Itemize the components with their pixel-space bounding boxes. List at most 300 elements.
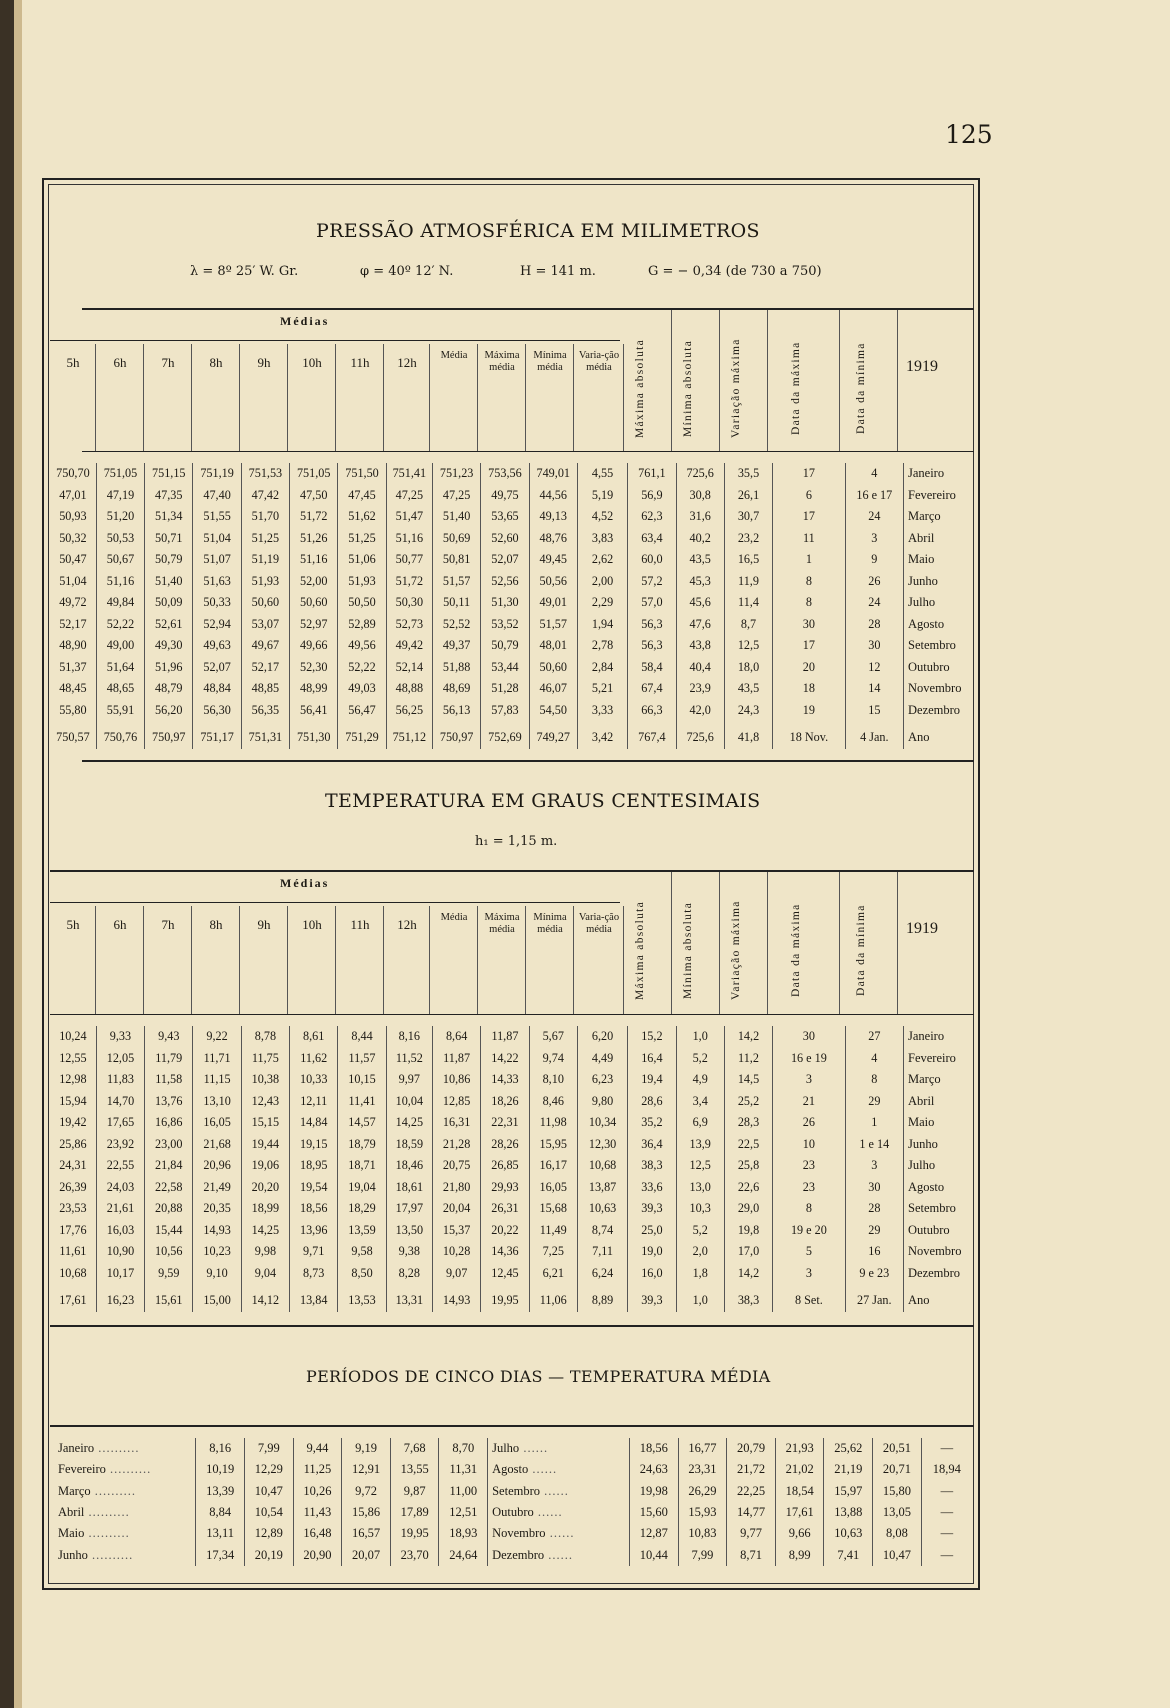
data-cell: 21,61 [96, 1198, 144, 1220]
period-value: 18,54 [775, 1481, 824, 1502]
period-value: 20,79 [727, 1438, 776, 1459]
data-cell: 49,03 [338, 678, 386, 700]
table-row [50, 1026, 974, 1048]
column-divider [839, 872, 840, 1014]
column-header: Máxima média [484, 912, 520, 935]
data-cell: 28,26 [481, 1134, 529, 1156]
data-cell: 19,4 [628, 1069, 676, 1091]
data-cell: 1,8 [676, 1263, 724, 1285]
data-cell: 11,2 [724, 1048, 772, 1070]
period-value: 17,34 [196, 1544, 245, 1565]
data-cell: 23,92 [96, 1134, 144, 1156]
data-cell: 21,84 [145, 1155, 193, 1177]
table-row [50, 1177, 974, 1199]
data-cell: 14,22 [481, 1048, 529, 1070]
month-label [488, 1481, 630, 1502]
data-cell: 52,07 [481, 549, 529, 571]
data-cell: 29 [845, 1220, 903, 1242]
data-cell: 52,94 [193, 614, 241, 636]
data-cell: 19 [773, 700, 845, 722]
annual-cell: 750,57 [50, 727, 96, 749]
data-cell: 9,80 [577, 1091, 627, 1113]
annual-cell: 11,06 [529, 1290, 577, 1312]
data-cell: 16,03 [96, 1220, 144, 1242]
data-cell: 11,98 [529, 1112, 577, 1134]
data-cell: 45,6 [676, 592, 724, 614]
data-cell: 48,76 [529, 528, 577, 550]
data-cell: 17,0 [724, 1241, 772, 1263]
data-cell: 51,40 [432, 506, 480, 528]
column-header: 12h [397, 355, 417, 370]
data-cell: 14,84 [290, 1112, 338, 1134]
data-cell: 19,04 [338, 1177, 386, 1199]
period-value: 17,61 [775, 1502, 824, 1523]
month-label [54, 1459, 196, 1480]
period-value: 10,83 [678, 1523, 727, 1544]
data-cell: 51,26 [290, 528, 338, 550]
data-cell: 49,45 [529, 549, 577, 571]
data-cell: 49,13 [529, 506, 577, 528]
data-cell: 9,43 [145, 1026, 193, 1048]
month-label: Janeiro [908, 466, 945, 481]
data-cell: 10,38 [241, 1069, 289, 1091]
month-name: Julho [492, 1441, 520, 1456]
column-divider [719, 872, 720, 1014]
period-value: 8,99 [775, 1544, 824, 1565]
data-cell: 4 [845, 463, 903, 485]
data-cell: 47,19 [96, 485, 144, 507]
data-cell: 52,22 [338, 657, 386, 679]
data-cell: 15,15 [241, 1112, 289, 1134]
month-label: Dezembro [908, 1265, 961, 1280]
data-cell: 18,61 [386, 1177, 432, 1199]
data-cell: 18,46 [386, 1155, 432, 1177]
data-cell: 45,3 [676, 571, 724, 593]
page-number: 125 [945, 120, 993, 149]
data-cell: 9,10 [193, 1263, 241, 1285]
column-header: 9h [257, 355, 271, 370]
data-cell: 8,73 [290, 1263, 338, 1285]
data-cell: 48,88 [386, 678, 432, 700]
data-cell: 49,30 [145, 635, 193, 657]
data-cell: 11,58 [145, 1069, 193, 1091]
year-label: 1919 [906, 358, 938, 375]
period-value: 17,89 [390, 1502, 439, 1523]
data-cell: 50,79 [145, 549, 193, 571]
data-cell: 8,10 [529, 1069, 577, 1091]
data-cell: 6 [773, 485, 845, 507]
column-header-vertical: Variação máxima [730, 900, 742, 1000]
month-name: Janeiro [58, 1441, 95, 1456]
data-cell: 36,4 [628, 1134, 676, 1156]
annual-cell: 725,6 [676, 727, 724, 749]
month-name: Junho [58, 1547, 88, 1562]
data-cell: 23,53 [50, 1198, 96, 1220]
rule [50, 1425, 974, 1427]
annual-cell: 16,23 [96, 1290, 144, 1312]
data-cell: 49,56 [338, 635, 386, 657]
pressure-title: PRESSÃO ATMOSFÉRICA EM MILIMETROS [316, 220, 760, 242]
data-cell: 16,17 [529, 1155, 577, 1177]
data-cell: 15,94 [50, 1091, 96, 1113]
data-cell: 30 [845, 1177, 903, 1199]
data-cell: 57,0 [628, 592, 676, 614]
annual-row [50, 727, 974, 749]
param-latitude: φ = 40º 12′ N. [360, 264, 454, 279]
table-row [50, 571, 974, 593]
data-cell: 6,9 [676, 1112, 724, 1134]
annual-cell: 751,31 [241, 727, 289, 749]
data-cell: 2,0 [676, 1241, 724, 1263]
column-divider [839, 310, 840, 452]
data-cell: 18,26 [481, 1091, 529, 1113]
param-altitude: H = 141 m. [520, 264, 596, 279]
data-cell: 22,6 [724, 1177, 772, 1199]
period-value: 10,54 [244, 1502, 293, 1523]
data-cell: 51,16 [290, 549, 338, 571]
period-value: 8,84 [196, 1502, 245, 1523]
data-cell: 51,96 [145, 657, 193, 679]
data-cell: 2,84 [577, 657, 627, 679]
month-label: Fevereiro [908, 1050, 956, 1065]
data-cell: 28 [845, 1198, 903, 1220]
period-value: 10,47 [873, 1544, 922, 1565]
data-cell: 24,03 [96, 1177, 144, 1199]
data-cell: 5,21 [577, 678, 627, 700]
period-value: 9,72 [342, 1481, 391, 1502]
month-label: Agosto [908, 1179, 945, 1194]
period-value: 21,72 [727, 1459, 776, 1480]
data-cell: 42,0 [676, 700, 724, 722]
data-cell: 23 [773, 1177, 845, 1199]
data-cell: 9,33 [96, 1026, 144, 1048]
period-extra: 18,94 [932, 1462, 961, 1477]
data-cell: 26,1 [724, 485, 772, 507]
data-cell: 30,8 [676, 485, 724, 507]
period-value: 10,19 [196, 1459, 245, 1480]
month-label: Outubro [908, 659, 950, 674]
data-cell: 50,47 [50, 549, 96, 571]
column-header-vertical: Data da máxima [790, 341, 802, 435]
period-value: 21,02 [775, 1459, 824, 1480]
period-row [54, 1502, 972, 1523]
period-value: 7,99 [678, 1544, 727, 1565]
period-value: 11,43 [293, 1502, 342, 1523]
month-label [54, 1544, 196, 1565]
data-cell: 10,24 [50, 1026, 96, 1048]
data-cell: 3,4 [676, 1091, 724, 1113]
data-cell: 11,61 [50, 1241, 96, 1263]
data-cell: 3 [773, 1069, 845, 1091]
data-cell: 60,0 [628, 549, 676, 571]
data-cell: 50,11 [432, 592, 480, 614]
data-cell: 8 [773, 592, 845, 614]
data-cell: 50,79 [481, 635, 529, 657]
data-cell: 47,25 [386, 485, 432, 507]
column-header-vertical: Data da máxima [790, 903, 802, 997]
annual-cell: 3,42 [577, 727, 627, 749]
data-cell: 751,23 [432, 463, 480, 485]
month-label: Junho [908, 573, 938, 588]
data-cell: 8 [773, 571, 845, 593]
period-value: 21,19 [824, 1459, 873, 1480]
period-value: 13,39 [196, 1481, 245, 1502]
dot-leader: ...... [545, 1526, 575, 1541]
data-cell: 52,22 [96, 614, 144, 636]
data-cell: 50,56 [529, 571, 577, 593]
data-cell: 51,37 [50, 657, 96, 679]
data-cell: 753,56 [481, 463, 529, 485]
period-value: 22,25 [727, 1481, 776, 1502]
annual-cell: 14,93 [432, 1290, 480, 1312]
data-cell: 10,68 [50, 1263, 96, 1285]
data-cell: 11 [773, 528, 845, 550]
period-value: 8,16 [196, 1438, 245, 1459]
data-cell: 30 [773, 1026, 845, 1048]
period-value: 11,25 [293, 1459, 342, 1480]
data-cell: 19,54 [290, 1177, 338, 1199]
data-cell: 23,00 [145, 1134, 193, 1156]
data-cell: 11,15 [193, 1069, 241, 1091]
data-cell: 11,41 [338, 1091, 386, 1113]
data-cell: 751,15 [145, 463, 193, 485]
table-row [50, 1220, 974, 1242]
data-cell: 52,07 [193, 657, 241, 679]
data-cell: 53,65 [481, 506, 529, 528]
data-cell: 10 [773, 1134, 845, 1156]
table-row [50, 1112, 974, 1134]
data-cell: 21 [773, 1091, 845, 1113]
year-label: 1919 [906, 920, 938, 937]
data-cell: 2,00 [577, 571, 627, 593]
column-divider [767, 310, 768, 452]
period-value: 11,31 [439, 1459, 488, 1480]
annual-cell: 14,12 [241, 1290, 289, 1312]
data-cell: 51,04 [50, 571, 96, 593]
data-cell: 56,20 [145, 700, 193, 722]
data-cell: 40,2 [676, 528, 724, 550]
data-cell: 1,0 [676, 1026, 724, 1048]
data-cell: 29,93 [481, 1177, 529, 1199]
data-cell: 11,79 [145, 1048, 193, 1070]
data-cell: 1 e 14 [845, 1134, 903, 1156]
column-header: 6h [113, 917, 127, 932]
column-header: Média [440, 912, 468, 923]
data-cell: 11,75 [241, 1048, 289, 1070]
table-row [50, 592, 974, 614]
page-edge [14, 0, 22, 1708]
data-cell: 18,29 [338, 1198, 386, 1220]
data-cell: 6,24 [577, 1263, 627, 1285]
data-cell: 52,17 [50, 614, 96, 636]
period-row [54, 1481, 972, 1502]
period-row [54, 1438, 972, 1459]
data-cell: 51,40 [145, 571, 193, 593]
data-cell: 48,90 [50, 635, 96, 657]
column-divider [767, 872, 768, 1014]
data-cell: 14,25 [241, 1220, 289, 1242]
data-cell: 52,52 [432, 614, 480, 636]
month-label [488, 1502, 630, 1523]
data-cell: 48,45 [50, 678, 96, 700]
month-label: Julho [908, 595, 936, 610]
data-cell: 13,50 [386, 1220, 432, 1242]
period-value: 10,44 [629, 1544, 678, 1565]
period-value: 20,90 [293, 1544, 342, 1565]
data-cell: 11,9 [724, 571, 772, 593]
data-cell: 9 [845, 549, 903, 571]
data-cell: 13,9 [676, 1134, 724, 1156]
data-cell: 51,30 [481, 592, 529, 614]
column-header: Mínima média [533, 350, 567, 373]
period-value: 15,97 [824, 1481, 873, 1502]
month-label: Maio [908, 552, 935, 567]
month-label: Maio [908, 1115, 935, 1130]
data-cell: 51,88 [432, 657, 480, 679]
data-cell: 24 [845, 592, 903, 614]
annual-label: Ano [908, 1293, 930, 1308]
annual-cell: 13,31 [386, 1290, 432, 1312]
data-cell: 18 [773, 678, 845, 700]
data-cell: 49,63 [193, 635, 241, 657]
data-cell: 63,4 [628, 528, 676, 550]
data-cell: 50,93 [50, 506, 96, 528]
data-cell: 22,55 [96, 1155, 144, 1177]
data-cell: 3,83 [577, 528, 627, 550]
period-value: 16,77 [678, 1438, 727, 1459]
period-value: 13,05 [873, 1502, 922, 1523]
data-cell: 12,30 [577, 1134, 627, 1156]
data-cell: 52,17 [241, 657, 289, 679]
data-cell: 9,74 [529, 1048, 577, 1070]
data-cell: 21,68 [193, 1134, 241, 1156]
rule [50, 1014, 974, 1015]
data-cell: 49,84 [96, 592, 144, 614]
month-label: Janeiro [908, 1029, 945, 1044]
column-header: 10h [302, 917, 322, 932]
data-cell: 18,56 [290, 1198, 338, 1220]
data-cell: 8,50 [338, 1263, 386, 1285]
data-cell: 12,43 [241, 1091, 289, 1113]
data-cell: 5,19 [577, 485, 627, 507]
month-name: Maio [58, 1526, 85, 1541]
data-cell: 16 [845, 1241, 903, 1263]
period-value: 13,55 [390, 1459, 439, 1480]
month-label: Outubro [908, 1222, 950, 1237]
period-value: 15,86 [342, 1502, 391, 1523]
data-cell: 48,85 [241, 678, 289, 700]
data-cell: 56,25 [386, 700, 432, 722]
rule [82, 760, 974, 762]
data-cell: 25,2 [724, 1091, 772, 1113]
data-cell: 51,72 [386, 571, 432, 593]
data-cell: 47,45 [338, 485, 386, 507]
param-gravity: G = − 0,34 (de 730 a 750) [648, 264, 822, 279]
data-cell: 25,0 [628, 1220, 676, 1242]
data-cell: 23 [773, 1155, 845, 1177]
data-cell: 24 [845, 506, 903, 528]
data-cell: 20,22 [481, 1220, 529, 1242]
data-cell: 52,97 [290, 614, 338, 636]
data-cell: 8,7 [724, 614, 772, 636]
data-cell: 20 [773, 657, 845, 679]
period-value: 12,87 [629, 1523, 678, 1544]
dot-leader: .......... [84, 1526, 130, 1541]
table-row [50, 1134, 974, 1156]
data-cell: 19,15 [290, 1134, 338, 1156]
data-cell: 47,25 [432, 485, 480, 507]
data-cell: 11,57 [338, 1048, 386, 1070]
dot-leader: .......... [94, 1441, 140, 1456]
dot-leader: ...... [519, 1441, 549, 1456]
month-label [54, 1481, 196, 1502]
data-cell: 16,86 [145, 1112, 193, 1134]
data-cell: 10,17 [96, 1263, 144, 1285]
data-cell: 12,85 [432, 1091, 480, 1113]
dot-leader: .......... [90, 1483, 136, 1498]
data-cell: 16,0 [628, 1263, 676, 1285]
month-name: Março [58, 1483, 91, 1498]
data-cell: 53,44 [481, 657, 529, 679]
data-cell: 12,98 [50, 1069, 96, 1091]
month-label [488, 1438, 630, 1459]
data-cell: 7,11 [577, 1241, 627, 1263]
data-cell: 50,71 [145, 528, 193, 550]
data-cell: 27 [845, 1026, 903, 1048]
data-cell: 67,4 [628, 678, 676, 700]
month-name: Novembro [492, 1526, 546, 1541]
data-cell: 5,67 [529, 1026, 577, 1048]
data-cell: 18,0 [724, 657, 772, 679]
data-cell: 4,9 [676, 1069, 724, 1091]
data-cell: 13,59 [338, 1220, 386, 1242]
data-cell: 43,5 [676, 549, 724, 571]
month-label: Abril [908, 1093, 935, 1108]
period-value: 13,11 [196, 1523, 245, 1544]
table-row [50, 463, 974, 485]
data-cell: 15 [845, 700, 903, 722]
data-cell: 10,34 [577, 1112, 627, 1134]
data-cell: 57,2 [628, 571, 676, 593]
data-cell: 28,6 [628, 1091, 676, 1113]
month-label: Setembro [908, 1201, 956, 1216]
data-cell: 51,16 [96, 571, 144, 593]
period-value: 20,51 [873, 1438, 922, 1459]
data-cell: 43,5 [724, 678, 772, 700]
data-cell: 51,25 [338, 528, 386, 550]
data-cell: 51,64 [96, 657, 144, 679]
annual-cell: 15,61 [145, 1290, 193, 1312]
data-cell: 10,23 [193, 1241, 241, 1263]
data-cell: 43,8 [676, 635, 724, 657]
annual-cell: 17,61 [50, 1290, 96, 1312]
period-value: 9,77 [727, 1523, 776, 1544]
annual-cell: 19,95 [481, 1290, 529, 1312]
data-cell: 20,20 [241, 1177, 289, 1199]
data-cell: 48,84 [193, 678, 241, 700]
temperature-param: h₁ = 1,15 m. [475, 834, 558, 849]
data-cell: 66,3 [628, 700, 676, 722]
table-row [50, 1263, 974, 1285]
table-row [50, 657, 974, 679]
data-cell: 8 [773, 1198, 845, 1220]
data-cell: 19,42 [50, 1112, 96, 1134]
data-cell: 10,86 [432, 1069, 480, 1091]
dot-leader: .......... [105, 1462, 152, 1477]
data-cell: 4,49 [577, 1048, 627, 1070]
column-header-vertical: Data da mínima [855, 904, 867, 996]
data-cell: 20,75 [432, 1155, 480, 1177]
